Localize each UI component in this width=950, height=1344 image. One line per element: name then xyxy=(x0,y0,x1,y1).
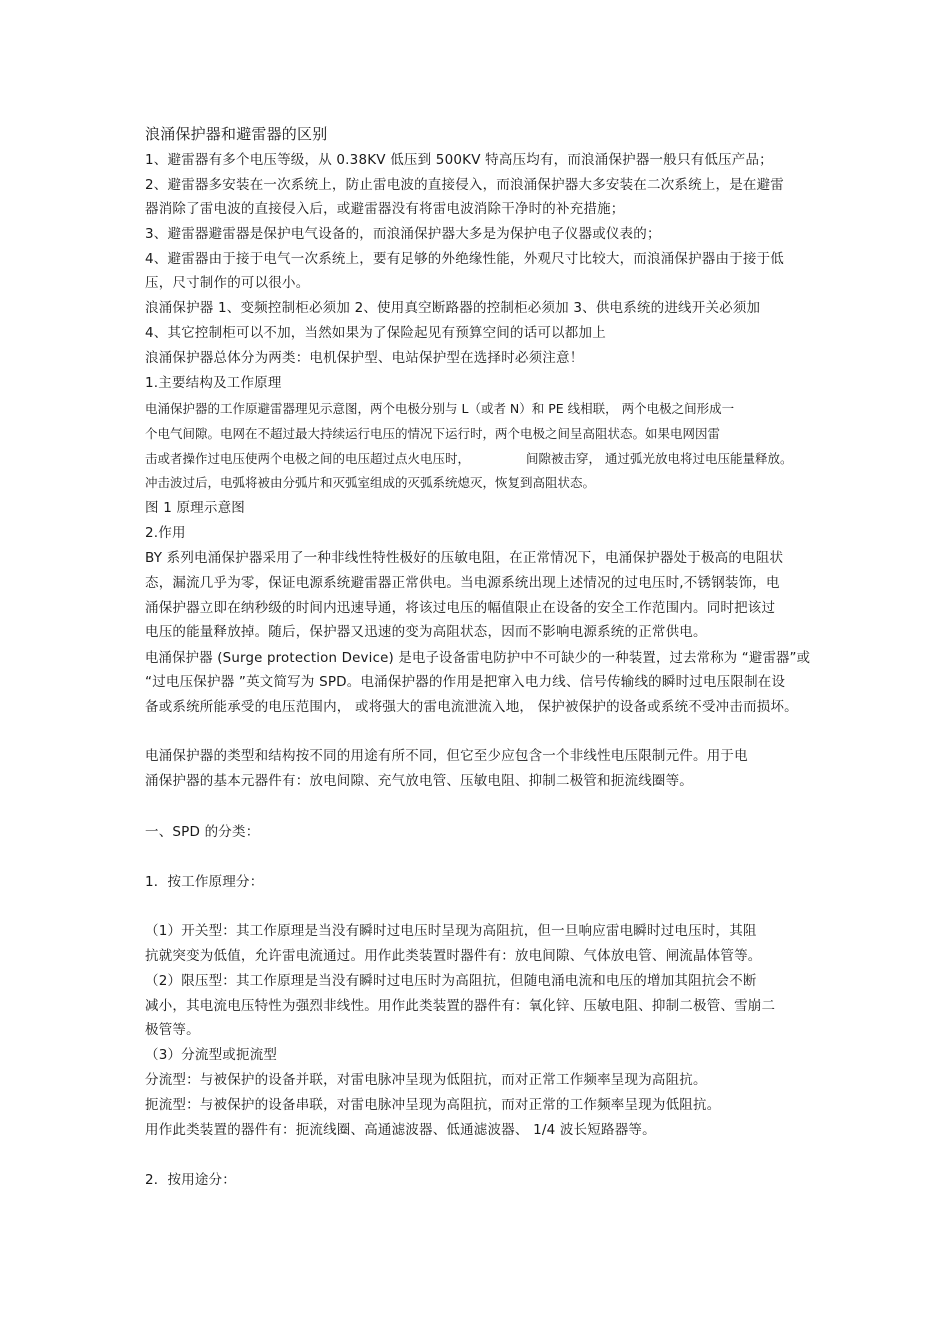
text-line: 扼流型：与被保护的设备串联，对雷电脉冲呈现为高阻抗，而对正常的工作频率呈现为低阻抗。 xyxy=(145,1097,721,1113)
text-line: 1、避雷器有多个电压等级，从 0.38KV 低压到 500KV 特高压均有，而浪涌保护器一般只有低压产品； xyxy=(145,152,773,168)
text-line: （2）限压型：其工作原理是当没有瞬时过电压时为高阻抗，但随电涌电流和电压的增加其阻抗会不断 xyxy=(145,973,757,989)
document-title: 浪涌保护器和避雷器的区别 xyxy=(145,125,328,143)
text-line: 备或系统所能承受的电压范围内， 或将强大的雷电流泄流入地， 保护被保护的设备或系统不受冲击而损坏。 xyxy=(145,699,798,715)
subsection-heading: 2．按用途分： xyxy=(145,1172,236,1188)
text-line: 4、避雷器由于接于电气一次系统上，要有足够的外绝缘性能，外观尺寸比较大，而浪涌保护器由于接于低 xyxy=(145,251,784,267)
figure-caption: 图 1 原理示意图 xyxy=(145,500,245,516)
text-line: 抗就突变为低值，允许雷电流通过。用作此类装置时器件有：放电间隙、气体放电管、闸流晶体管等。 xyxy=(145,948,762,964)
text-segment: 击或者操作过电压使两个电极之间的电压超过点火电压时， xyxy=(145,451,471,466)
text-line: 2、避雷器多安装在一次系统上，防止雷电波的直接侵入，而浪涌保护器大多安装在二次系统上，是在避雷 xyxy=(145,177,784,193)
text-line xyxy=(145,449,793,469)
text-line: 冲击波过后，电弧将被由分弧片和灭弧室组成的灭弧系统熄灭，恢复到高阻状态。 xyxy=(145,475,596,490)
subsection-heading: （3）分流型或扼流型 xyxy=(145,1047,278,1063)
text-line: 电涌保护器的工作原避雷器理见示意图，两个电极分别与 L（或者 N）和 PE 线相联， 两个电极之间形成一 xyxy=(145,401,735,416)
text-line: 减小，其电流电压特性为强烈非线性。用作此类装置的器件有：氧化锌、压敏电阻、抑制二极管、雪崩二 xyxy=(145,998,776,1014)
text-line: 用作此类装置的器件有：扼流线圈、高通滤波器、低通滤波器、 1/4 波长短路器等。 xyxy=(145,1122,656,1138)
text-line: 涌保护器的基本元器件有：放电间隙、充气放电管、压敏电阻、抑制二极管和扼流线圈等。 xyxy=(145,773,693,789)
text-line: “过电压保护器 ”英文简写为 SPD。电涌保护器的作用是把窜入电力线、信号传输线的瞬时过电压限制在设 xyxy=(145,674,786,690)
text-line: 4、其它控制柜可以不加，当然如果为了保险起见有预算空间的话可以都加上 xyxy=(145,325,606,341)
text-line: （1）开关型：其工作原理是当没有瞬时过电压时呈现为高阻抗，但一旦响应雷电瞬时过电压时，其阻 xyxy=(145,923,757,939)
text-line: 压，尺寸制作的可以很小。 xyxy=(145,275,310,291)
section-heading: 一、SPD 的分类： xyxy=(145,824,260,840)
text-line: 态，漏流几乎为零，保证电源系统避雷器正常供电。当电源系统出现上述情况的过电压时,不锈钢装饰，电 xyxy=(145,575,780,591)
text-line: 浪涌保护器总体分为两类：电机保护型、电站保护型在选择时必须注意！ xyxy=(145,350,584,366)
text-line: 浪涌保护器 1、变频控制柜必须加 2、使用真空断路器的控制柜必须加 3、供电系统的进线开关必须加 xyxy=(145,300,761,316)
text-line: 3、避雷器避雷器是保护电气设备的，而浪涌保护器大多是为保护电子仪器或仪表的； xyxy=(145,226,661,242)
text-segment: 间隙被击穿， 通过弧光放电将过电压能量释放。 xyxy=(526,451,793,466)
text-line: 电压的能量释放掉。随后，保护器又迅速的变为高阻状态，因而不影响电源系统的正常供电。 xyxy=(145,624,707,640)
subsection-heading: 1．按工作原理分： xyxy=(145,874,264,890)
text-line: 个电气间隙。电网在不超过最大持续运行电压的情况下运行时，两个电极之间呈高阻状态。如果电网因雷 xyxy=(145,426,721,441)
section-heading: 1.主要结构及工作原理 xyxy=(145,375,282,391)
text-line: 电涌保护器 (Surge protection Device) 是电子设备雷电防护中不可缺少的一种装置，过去常称为 “避雷器”或 xyxy=(145,650,811,666)
section-heading: 2.作用 xyxy=(145,525,186,541)
text-line: 电涌保护器的类型和结构按不同的用途有所不同，但它至少应包含一个非线性电压限制元件。用于电 xyxy=(145,748,748,764)
text-line: 分流型：与被保护的设备并联，对雷电脉冲呈现为低阻抗，而对正常工作频率呈现为高阻抗。 xyxy=(145,1072,707,1088)
text-line: 极管等。 xyxy=(145,1022,200,1038)
text-line: 器消除了雷电波的直接侵入后，或避雷器没有将雷电波消除干净时的补充措施； xyxy=(145,201,625,217)
text-line: 涌保护器立即在纳秒级的时间内迅速导通，将该过电压的幅值限止在设备的安全工作范围内。同时把该过 xyxy=(145,600,776,616)
text-line: BY 系列电涌保护器采用了一种非线性特性极好的压敏电阻，在正常情况下，电涌保护器处于极高的电阻状 xyxy=(145,550,784,566)
